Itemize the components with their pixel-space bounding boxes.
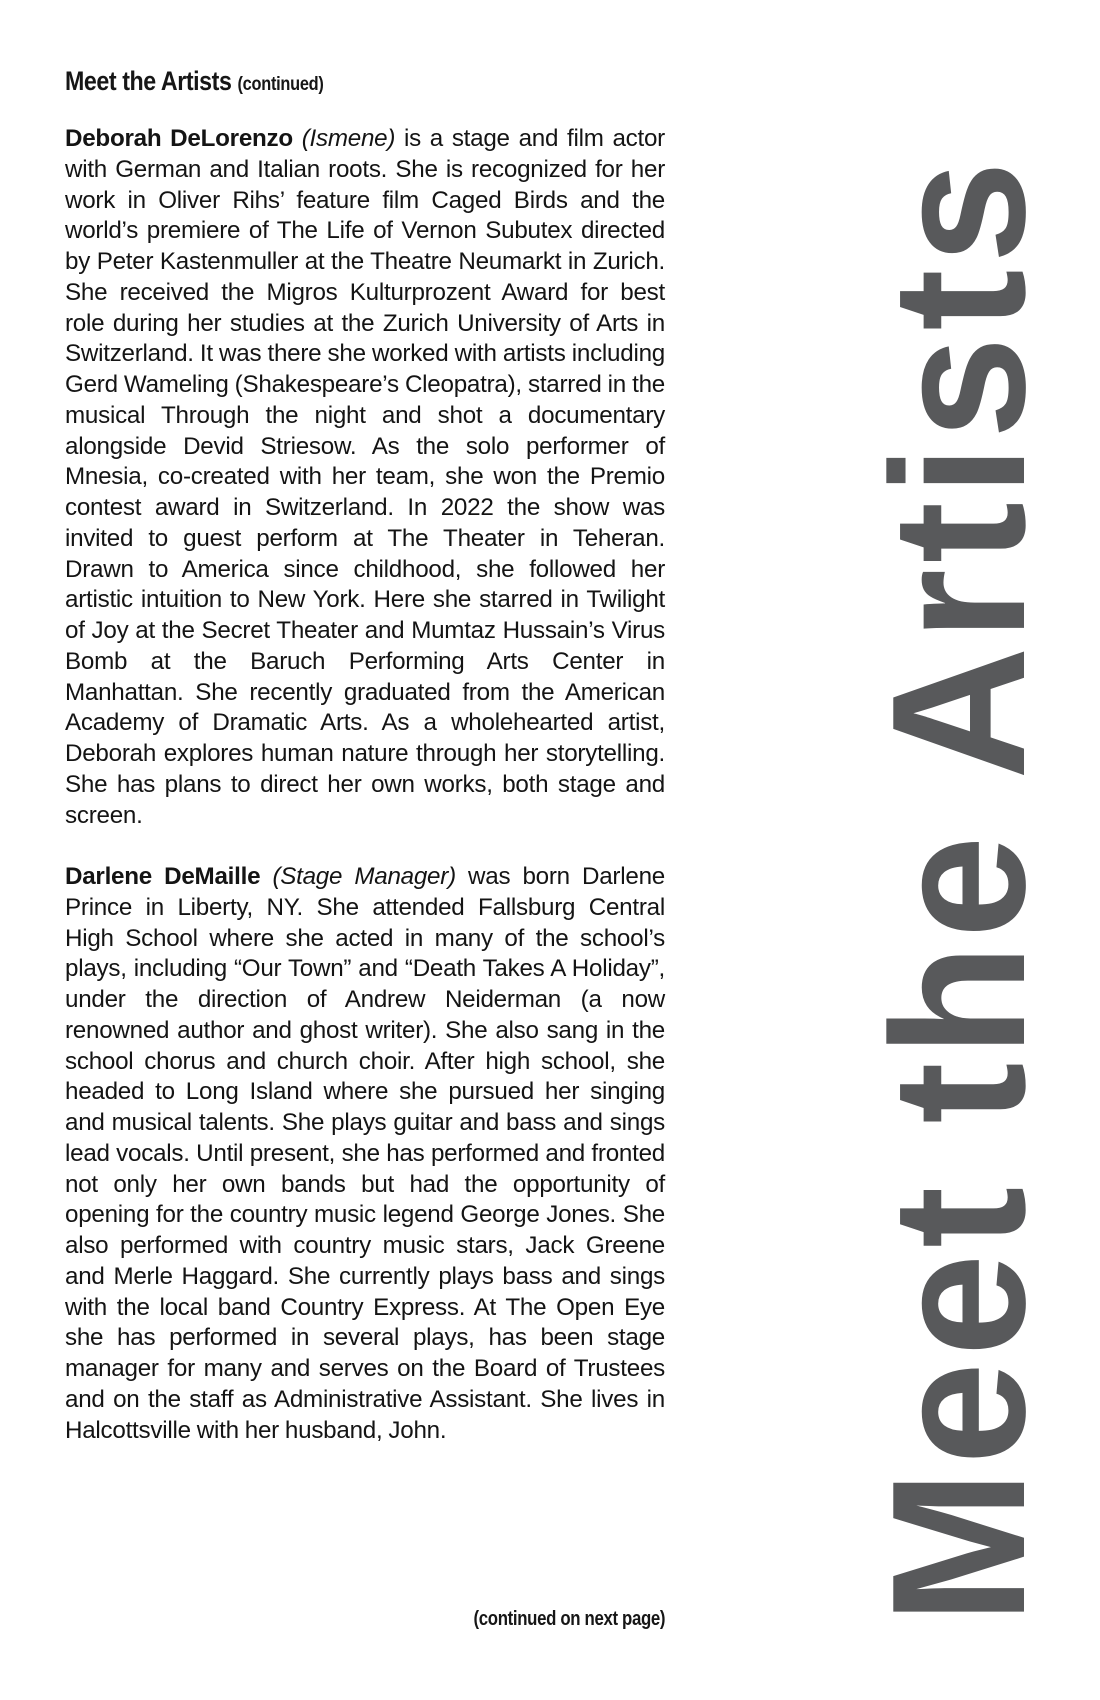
continued-on-next-page-note: (continued on next page)	[473, 1608, 665, 1630]
bio-name: Darlene DeMaille	[65, 863, 261, 890]
vertical-side-title-text: Meet the Artists	[853, 155, 1065, 1624]
vertical-side-title	[853, 79, 1065, 1624]
bio-text: is a stage and film actor with German and Italian roots. She is recognized for her work in Oliver Rihs’ feature film Caged Birds and the world’s premiere of The Life of Vernon Subutex directed by Peter Kastenmuller at the Theatre Neumarkt in Zurich. She received the Migros Kulturprozent Award for best role during her studies at the Zurich University of Arts in Switzerland. It was there she worked with artists including Gerd Wameling (Shakespeare’s Cleopatra), starred in the musical Through the night and shot a documentary alongside Devid Striesow. As the solo performer of Mnesia, co-created with her team, she won the Premio contest award in Switzerland. In 2022 the show was invited to guest perform at The Theater in Teheran. Drawn to America since childhood, she followed her artistic intuition to New York. Here she starred in Twilight of Joy at the Secret Theater and Mumtaz Hussain’s Virus Bomb at the Baruch Performing Arts Center in Manhattan. She recently graduated from the American Academy of Dramatic Arts. As a wholehearted artist, Deborah explores human nature through her storytelling. She has plans to direct her own works, both stage and screen.	[65, 125, 665, 829]
bio-role: (Stage Manager)	[272, 863, 456, 890]
bio-text: was born Darlene Prince in Liberty, NY. She attended Fallsburg Central High School where she acted in many of the school’s plays, including “Our Town” and “Death Takes A Holiday”, under the direction of Andrew Neiderman (a now renowned author and ghost writer). She also sang in the school chorus and church choir. After high school, she headed to Long Island where she pursued her singing and musical talents. She plays guitar and bass and sings lead vocals. Until present, she has performed and fronted not only her own bands but had the opportunity of opening for the country music legend George Jones. She also performed with country music stars, Jack Greene and Merle Haggard. She currently plays bass and sings with the local band Country Express. At The Open Eye she has performed in several plays, has been stage manager for many and serves on the Board of Trustees and on the staff as Administrative Assistant. She lives in Halcottsville with her husband, John.	[65, 863, 665, 1444]
bio-role: (Ismene)	[301, 125, 396, 152]
bio-darlene-demaille	[65, 862, 665, 1446]
page-heading-subtitle: (continued)	[237, 74, 324, 95]
bio-name: Deborah DeLorenzo	[65, 125, 293, 152]
bio-deborah-delorenzo	[65, 124, 665, 831]
bio-column	[65, 124, 665, 1446]
page-heading	[65, 66, 324, 97]
page-heading-title: Meet the Artists	[65, 66, 232, 96]
